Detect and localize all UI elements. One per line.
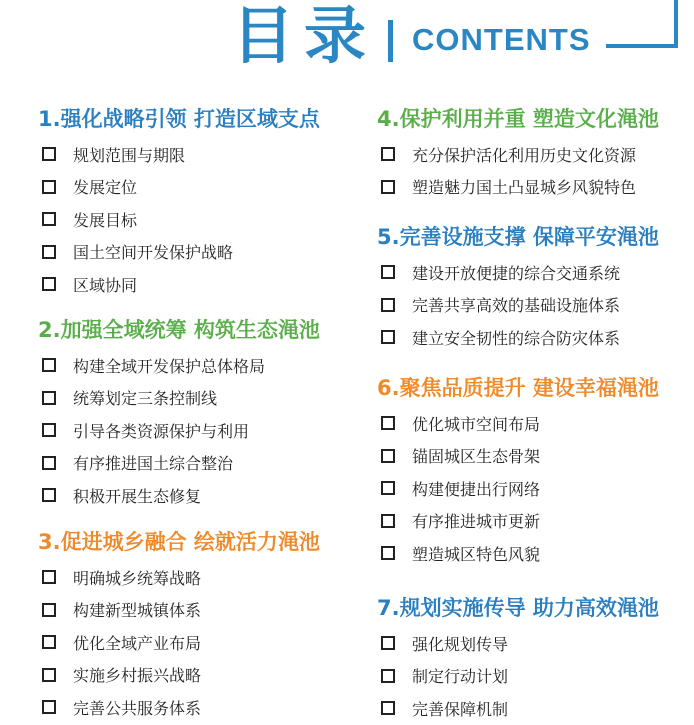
checkbox-icon <box>42 603 56 617</box>
list-item-label: 有序推进国土综合整治 <box>73 454 234 474</box>
title-divider <box>388 20 393 62</box>
list-item[interactable] <box>38 479 320 512</box>
list-item-label: 统筹划定三条控制线 <box>73 389 218 409</box>
list-item-label: 完善公共服务体系 <box>73 698 202 718</box>
list-item-label: 有序推进城市更新 <box>412 512 541 532</box>
list-item[interactable] <box>38 691 320 724</box>
list-item-label: 塑造魅力国土凸显城乡风貌特色 <box>412 178 637 198</box>
checkbox-icon <box>42 488 56 502</box>
list-item-label: 完善共享高效的基础设施体系 <box>412 296 621 316</box>
list-item[interactable] <box>377 660 659 693</box>
checkbox-icon <box>42 570 56 584</box>
list-item-label: 发展定位 <box>73 178 138 198</box>
checkbox-icon <box>42 668 56 682</box>
list-item-label: 优化全域产业布局 <box>73 633 202 653</box>
section-item-list <box>38 349 320 512</box>
list-item[interactable] <box>38 382 320 415</box>
checkbox-icon <box>381 449 395 463</box>
checkbox-icon <box>42 635 56 649</box>
checkbox-icon <box>381 180 395 194</box>
section-5 <box>377 224 659 354</box>
page-title-en: CONTENTS <box>412 22 591 57</box>
list-item[interactable] <box>377 321 659 354</box>
section-1 <box>38 106 320 301</box>
list-item[interactable] <box>377 692 659 725</box>
list-item-label: 构建新型城镇体系 <box>73 601 202 621</box>
section-title: 1.强化战略引领 打造区域支点 <box>38 107 320 131</box>
section-title: 7.规划实施传导 助力高效渑池 <box>377 596 659 620</box>
header <box>0 0 694 80</box>
section-6 <box>377 375 659 570</box>
title-decoration-corner <box>674 0 678 48</box>
list-item[interactable] <box>377 627 659 660</box>
checkbox-icon <box>381 669 395 683</box>
list-item[interactable] <box>38 414 320 447</box>
checkbox-icon <box>381 265 395 279</box>
list-item-label: 发展目标 <box>73 210 138 230</box>
list-item[interactable] <box>38 138 320 171</box>
list-item[interactable] <box>38 203 320 236</box>
list-item[interactable] <box>377 472 659 505</box>
list-item-label: 积极开展生态修复 <box>73 486 202 506</box>
section-title: 2.加强全域统筹 构筑生态渑池 <box>38 318 320 342</box>
list-item-label: 实施乡村振兴战略 <box>73 666 202 686</box>
list-item-label: 国土空间开发保护战略 <box>73 243 234 263</box>
checkbox-icon <box>381 636 395 650</box>
list-item[interactable] <box>38 268 320 301</box>
section-item-list <box>377 138 659 203</box>
checkbox-icon <box>42 456 56 470</box>
checkbox-icon <box>42 147 56 161</box>
list-item-label: 明确城乡统筹战略 <box>73 568 202 588</box>
list-item[interactable] <box>38 561 320 594</box>
checkbox-icon <box>381 298 395 312</box>
section-3 <box>38 529 320 724</box>
checkbox-icon <box>42 700 56 714</box>
section-title: 6.聚焦品质提升 建设幸福渑池 <box>377 376 659 400</box>
checkbox-icon <box>42 245 56 259</box>
section-7 <box>377 595 659 725</box>
list-item-label: 建设开放便捷的综合交通系统 <box>412 263 621 283</box>
list-item-label: 构建便捷出行网络 <box>412 479 541 499</box>
list-item-label: 充分保护活化利用历史文化资源 <box>412 145 637 165</box>
list-item-label: 建立安全韧性的综合防灾体系 <box>412 328 621 348</box>
checkbox-icon <box>42 212 56 226</box>
list-item-label: 规划范围与期限 <box>73 145 186 165</box>
list-item-label: 塑造城区特色风貌 <box>412 544 541 564</box>
checkbox-icon <box>42 277 56 291</box>
section-item-list <box>38 561 320 724</box>
list-item-label: 制定行动计划 <box>412 667 509 687</box>
list-item[interactable] <box>377 440 659 473</box>
list-item-label: 完善保障机制 <box>412 699 509 719</box>
title-decoration-line <box>606 44 678 48</box>
section-4 <box>377 106 659 203</box>
checkbox-icon <box>381 147 395 161</box>
checkbox-icon <box>42 180 56 194</box>
checkbox-icon <box>42 391 56 405</box>
list-item[interactable] <box>38 626 320 659</box>
list-item-label: 区域协同 <box>73 275 138 295</box>
page-title-cn: 目录 <box>232 0 377 72</box>
checkbox-icon <box>381 481 395 495</box>
checkbox-icon <box>381 330 395 344</box>
list-item[interactable] <box>377 256 659 289</box>
checkbox-icon <box>42 423 56 437</box>
list-item[interactable] <box>38 349 320 382</box>
list-item[interactable] <box>377 407 659 440</box>
section-title: 5.完善设施支撑 保障平安渑池 <box>377 225 659 249</box>
list-item-label: 优化城市空间布局 <box>412 414 541 434</box>
list-item[interactable] <box>377 138 659 171</box>
list-item[interactable] <box>377 171 659 204</box>
list-item[interactable] <box>38 171 320 204</box>
checkbox-icon <box>381 514 395 528</box>
list-item[interactable] <box>38 236 320 269</box>
list-item-label: 锚固城区生态骨架 <box>412 447 541 467</box>
list-item-label: 构建全域开发保护总体格局 <box>73 356 266 376</box>
checkbox-icon <box>42 358 56 372</box>
section-2 <box>38 317 320 512</box>
checkbox-icon <box>381 416 395 430</box>
section-title: 3.促进城乡融合 绘就活力渑池 <box>38 530 320 554</box>
list-item-label: 引导各类资源保护与利用 <box>73 421 250 441</box>
section-title: 4.保护利用并重 塑造文化渑池 <box>377 107 659 131</box>
section-item-list <box>377 256 659 354</box>
list-item[interactable] <box>377 289 659 322</box>
list-item[interactable] <box>377 505 659 538</box>
list-item[interactable] <box>38 594 320 627</box>
list-item[interactable] <box>38 447 320 480</box>
checkbox-icon <box>381 701 395 715</box>
section-item-list <box>38 138 320 301</box>
section-item-list <box>377 407 659 570</box>
list-item[interactable] <box>38 659 320 692</box>
checkbox-icon <box>381 546 395 560</box>
section-item-list <box>377 627 659 725</box>
list-item-label: 强化规划传导 <box>412 634 509 654</box>
list-item[interactable] <box>377 537 659 570</box>
